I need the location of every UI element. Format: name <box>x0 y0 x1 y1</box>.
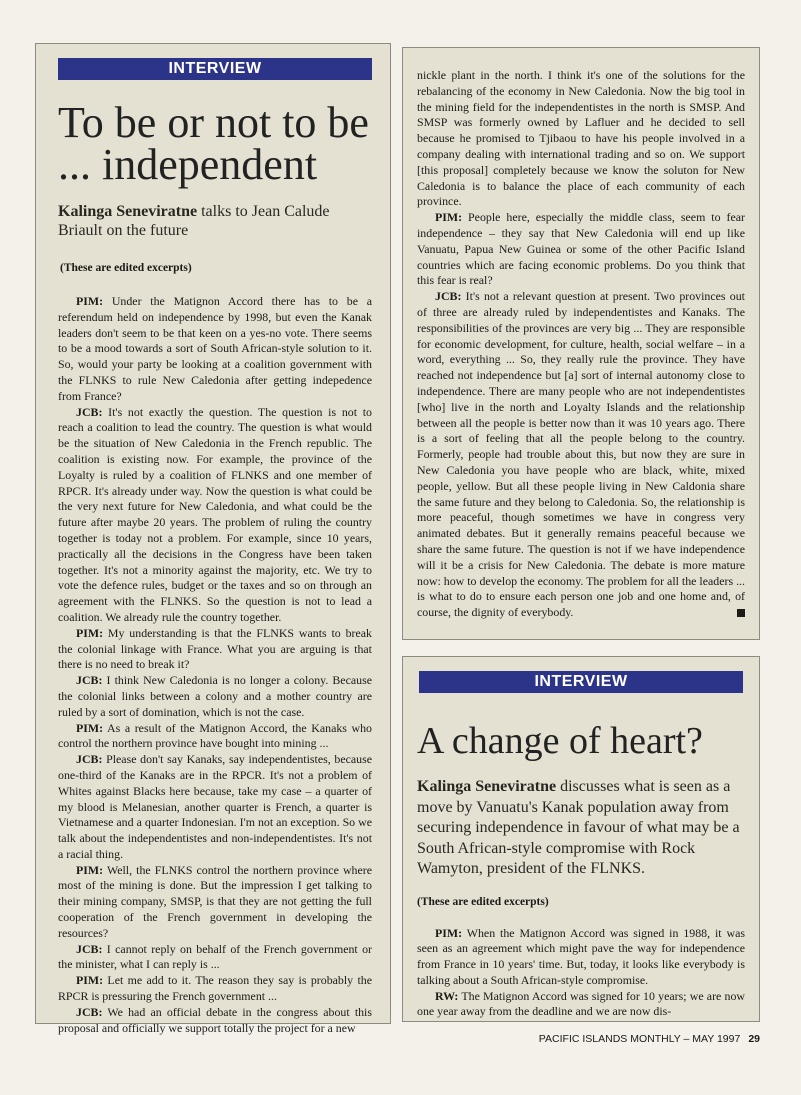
speaker-label: PIM: <box>76 720 104 735</box>
paragraph-text: Well, the FLNKS control the northern province where most of the mining is done. But the impression I get talking to their mining company, SMSP, is that they are not getting the full cooperation of the French government in developing the resources? <box>58 862 372 940</box>
paragraph <box>58 973 372 1005</box>
speaker-label: JCB: <box>76 404 103 419</box>
interview-banner: INTERVIEW <box>419 671 743 693</box>
page-footer <box>520 1033 760 1045</box>
speaker-label: PIM: <box>76 973 104 988</box>
paragraph <box>58 752 372 863</box>
article-title: To be or not to be ... independent <box>58 98 369 189</box>
paragraph <box>58 863 372 942</box>
standfirst-text: talks to Jean Calude Briault on the future <box>58 203 330 239</box>
paragraph <box>58 626 372 673</box>
paragraph <box>417 289 745 621</box>
speaker-label: PIM: <box>76 294 104 308</box>
paragraph-text: My understanding is that the FLNKS wants to break the colonial linkage with France. What you are arguing is that there is no need to break it? <box>58 625 372 672</box>
paragraph <box>417 68 745 210</box>
speaker-label: JCB: <box>76 752 103 767</box>
speaker-label: PIM: <box>76 862 104 877</box>
paragraph-text: I cannot reply on behalf of the French government or the minister, what I can reply is ... <box>58 941 372 972</box>
end-mark-icon <box>737 609 745 617</box>
article-title: A change of heart? <box>417 720 703 762</box>
excerpts-note: (These are edited excerpts) <box>417 895 549 908</box>
author-name: Kalinga Seneviratne <box>58 203 198 220</box>
paragraph-text: It's not exactly the question. The question is not to reach a coalition to lead the country. The question is what would be the situation of New Caledonia in the French republic. The coalition is existing now. For example, the province of the Loyalty is ruled by a coalition of FLNKS and one member of RPCR. It's already under way. Now the question is what could be the very next future for New Caledonia, and what could be the future after maybe 20 years. The problem of ruling the country together is today not a problem. For example, since 10 years, practically all the decisions in the Congress have been taken together. It's not a minority against the majority, etc. We try to vote the defence rules, budget or the taxes and so on through an agreement with the FLNKS. So the question is not to lead a coalition. We already rule the country together. <box>58 404 372 624</box>
paragraph <box>58 721 372 753</box>
excerpts-note: (These are edited excerpts) <box>60 262 192 274</box>
speaker-label: PIM: <box>435 210 463 225</box>
speaker-label: JCB: <box>76 941 103 956</box>
paragraph <box>58 294 372 405</box>
paragraph <box>58 405 372 626</box>
interview-banner: INTERVIEW <box>58 58 372 80</box>
speaker-label: JCB: <box>76 673 103 688</box>
paragraph-text: I think New Caledonia is no longer a colony. Because the colonial links between a colony and a mother country are ruled by a sort of domination, which is not the case. <box>58 673 372 719</box>
article-box-left <box>35 43 391 1035</box>
standfirst-text: discusses what is seen as a move by Vanuatu's Kanak population away from securing independence in favour of what may be a South African-style compromise with Rock Wamyton, president of the FLNKS. <box>417 778 740 877</box>
speaker-label: RW: <box>435 988 459 1003</box>
paragraph-text: The Matignon Accord was signed for 10 years; we are now one year away from the deadline and we are now dis- <box>417 988 745 1019</box>
paragraph <box>58 673 372 720</box>
paragraph <box>58 942 372 974</box>
paragraph <box>417 210 745 289</box>
standfirst <box>417 777 745 880</box>
paragraph-text: When the Matignon Accord was signed in 1988, it was seen as an agreement which might pave the way for independence from France in 10 years' time. But, today, it looks like everybody is talking about a South African-style compromise. <box>417 925 745 987</box>
article-body-continued <box>417 68 745 621</box>
publication-name: PACIFIC ISLANDS MONTHLY – MAY 1997 <box>538 1033 741 1045</box>
author-name: Kalinga Seneviratne <box>417 778 557 795</box>
speaker-label: JCB: <box>435 289 462 304</box>
article-box-right <box>402 656 760 1022</box>
paragraph-text: As a result of the Matignon Accord, the Kanaks who control the northern province have bought into mining ... <box>58 720 372 751</box>
speaker-label: PIM: <box>76 625 104 640</box>
paragraph <box>417 989 745 1021</box>
standfirst <box>58 202 372 240</box>
paragraph <box>58 1005 372 1037</box>
speaker-label: PIM: <box>435 925 463 940</box>
article-body <box>417 926 745 1021</box>
page-number: 29 <box>748 1033 760 1045</box>
paragraph-text: Under the Matignon Accord there has to be a referendum held on independence by 1998, but even the Kanak leaders don't seem to be that keen on a yes-no vote. There seems to be a mood towards a sort of South African-style solution to it. So, would your party be looking at a coalition government with the FLNKS to rule New Caledonia after getting indepedence from France? <box>58 294 372 403</box>
paragraph-text: Let me add to it. The reason they say is probably the RPCR is pressuring the French government ... <box>58 973 372 1004</box>
paragraph-text: It's not a relevant question at present. Two provinces out of three are already ruled by independentistes and Kanaks. The responsibilities of the provinces are very big ... They are responsible for economic development, for culture, health, social welfare – in a word, everything ... So, they really rule the province. They have reached not independence but [a] sort of internal autonomy close to independence. There are many people who are not independentistes [who] live in the north and Loyalty Islands and the relationship between all the people is better now than it was 10 years ago. There is a sort of feeling that all the people belong to the country. Formerly, people had trouble about this, but now they are sure in New Caledonia you have people who are black, white, mixed people, yellow. But all these people living in New Caldonia share the same future and they belong to Caledonia. So, the relationship is more peaceful, though sometimes we have in congress very animated debates. But it generally remains peaceful because we share the same future. The question is not if we have independence will it be a crisis for New Caledonia. The debate is more mature now: how to develop the economy. The problem for all the leaders ... is what to do to ensure each person one job and one home and, of course, the dignity of everybody. <box>417 289 745 620</box>
paragraph-text: nickle plant in the north. I think it's one of the solutions for the rebalancing of the economy in New Caledonia. Now the big tool in the mining field for the independentistes in the north is SMSP. And SMSP was formerly owned by Lafluer and he decided to sell because he promised to Tjibaou to have his people involved in a company dealing with international trading and so on. We support [this proposal] completely because we know the soluton for New Caledonia is to balance the place of each community of each province. <box>417 68 745 209</box>
article-body <box>58 294 372 1036</box>
paragraph-text: People here, especially the middle class, seem to fear independence – they say that New Caledonia will end up like Vanuatu, Papua New Guinea or some of the other Pacific Island countries which are facing economic problems. Do you think that this fear is real? <box>417 210 745 288</box>
speaker-label: JCB: <box>76 1004 103 1019</box>
paragraph <box>417 926 745 989</box>
article-continuation-box <box>402 47 760 640</box>
paragraph-text: We had an official debate in the congress about this proposal and officially we support totally the project for a new <box>58 1004 372 1035</box>
paragraph-text: Please don't say Kanaks, say independentistes, because one-third of the Kanaks are in the RPCR. It's not a problem of Whites against Blacks here because, take my case – a quarter of my blood is Melanesian, another quarter is French, a quarter is Vietnamese and a quarter Indonesian. I'm not an exception. So we talk about the independentistes and non-independentistes. It's not a racial thing. <box>58 752 372 861</box>
